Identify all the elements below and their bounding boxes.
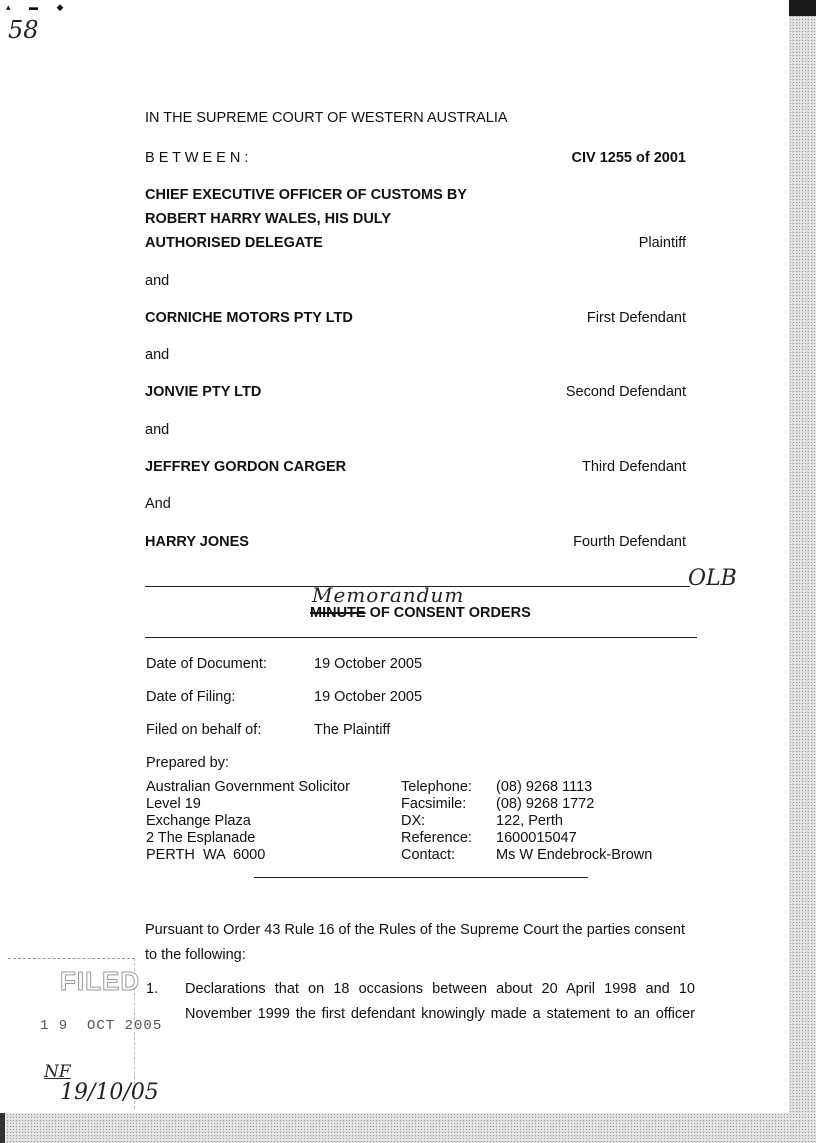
filed-on-behalf-label: Filed on behalf of: — [146, 722, 262, 738]
connector-and: and — [145, 347, 170, 363]
struck-word: MINUTE — [310, 605, 366, 621]
intro-line-2: to the following: — [145, 947, 246, 963]
scan-corner-mark — [0, 1113, 5, 1143]
document-title-rest: OF CONSENT ORDERS — [365, 605, 531, 621]
dx-label: DX: — [401, 813, 426, 829]
stamp-filed-text: FILED — [60, 966, 141, 996]
facsimile-label: Facsimile: — [401, 796, 467, 812]
divider-bottom — [145, 637, 697, 638]
telephone-label: Telephone: — [401, 779, 472, 795]
contact-value: Ms W Endebrock-Brown — [496, 847, 653, 863]
divider-short — [254, 877, 588, 878]
address-line: PERTH WA 6000 — [146, 847, 266, 863]
address-line: 2 The Esplanade — [146, 830, 256, 846]
telephone-value: (08) 9268 1113 — [496, 779, 593, 795]
stamp-date: 1 9 OCT 2005 — [40, 1018, 163, 1034]
case-number: CIV 1255 of 2001 — [571, 150, 686, 166]
scan-edge-right — [789, 0, 816, 1143]
punch-marks: ▴ ▬ ◆ — [6, 2, 72, 12]
facsimile-value: (08) 9268 1772 — [496, 796, 595, 812]
item-text-line-2: November 1999 the first defendant knowingly made a statement to an officer — [185, 1006, 695, 1022]
item-text-line-1: Declarations that on 18 occasions between about 20 April 1998 and 10 — [185, 981, 695, 997]
date-of-document-label: Date of Document: — [146, 656, 267, 672]
scan-edge-mark — [789, 0, 816, 16]
defendant-role: Third Defendant — [582, 459, 686, 475]
defendant-name: CORNICHE MOTORS PTY LTD — [145, 310, 353, 326]
plaintiff-name-line-2: ROBERT HARRY WALES, HIS DULY — [145, 211, 391, 227]
item-number: 1. — [146, 981, 159, 997]
filed-on-behalf-value: The Plaintiff — [314, 722, 391, 738]
reference-value: 1600015047 — [496, 830, 577, 846]
date-of-document-value: 19 October 2005 — [314, 656, 423, 672]
connector-and: and — [145, 273, 170, 289]
reference-label: Reference: — [401, 830, 472, 846]
defendant-name: JEFFREY GORDON CARGER — [145, 459, 347, 475]
handwritten-date-bottom: 19/10/05 — [60, 1080, 159, 1105]
contact-labels — [401, 779, 472, 864]
document-title — [310, 605, 531, 621]
between-label: B E T W E E N : — [145, 150, 249, 166]
date-of-filing-value: 19 October 2005 — [314, 689, 423, 705]
handwritten-initials: OLB — [688, 566, 737, 591]
contact-label: Contact: — [401, 847, 455, 863]
handwritten-page-number: 58 — [8, 16, 39, 44]
address-line: Australian Government Solicitor — [146, 779, 350, 795]
scan-edge-bottom — [0, 1113, 816, 1143]
intro-line-1: Pursuant to Order 43 Rule 16 of the Rules of the Supreme Court the parties consent — [145, 922, 686, 938]
dx-value: 122, Perth — [496, 813, 563, 829]
handwritten-initials-bottom: NF — [44, 1062, 71, 1082]
plaintiff-name-line-3: AUTHORISED DELEGATE — [145, 235, 323, 251]
address-line: Exchange Plaza — [146, 813, 251, 829]
defendant-role: First Defendant — [586, 310, 686, 326]
contact-values — [496, 779, 652, 864]
defendant-role: Second Defendant — [565, 384, 686, 400]
defendant-name: HARRY JONES — [145, 534, 249, 550]
address-line: Level 19 — [146, 796, 201, 812]
connector-and: and — [145, 422, 170, 438]
court-title: IN THE SUPREME COURT OF WESTERN AUSTRALIA — [145, 110, 508, 126]
prepared-by-label: Prepared by: — [146, 755, 230, 771]
defendant-role: Fourth Defendant — [573, 534, 686, 550]
solicitor-address — [146, 779, 350, 864]
plaintiff-name-line-1: CHIEF EXECUTIVE OFFICER OF CUSTOMS BY — [145, 187, 467, 203]
handwritten-memorandum: Memorandum — [312, 583, 465, 607]
connector-and: And — [145, 496, 171, 512]
date-of-filing-label: Date of Filing: — [146, 689, 236, 705]
defendant-name: JONVIE PTY LTD — [145, 384, 262, 400]
plaintiff-role: Plaintiff — [638, 235, 686, 251]
